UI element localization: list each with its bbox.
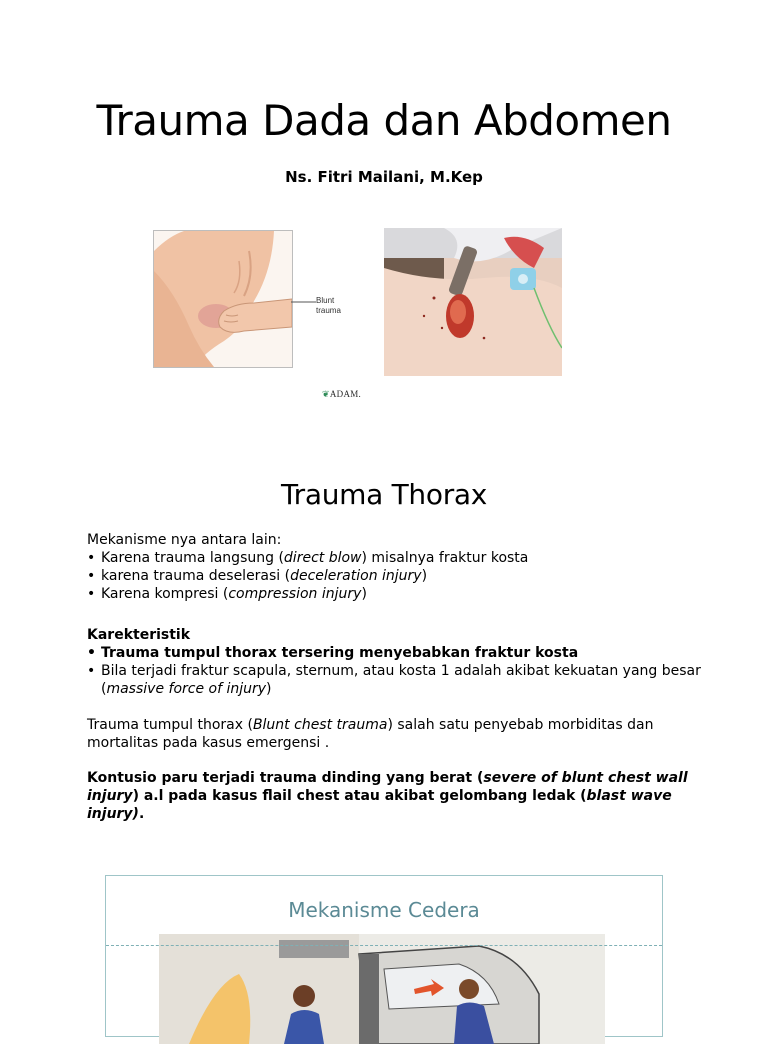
- characteristic-list: [87, 644, 727, 698]
- penetrating-wound-photo: [384, 228, 562, 376]
- wound-photo-drawing: [384, 228, 562, 376]
- mechanism-heading: Mekanisme nya antara lain:: [87, 532, 282, 548]
- injury-mechanism-illustration: [159, 934, 605, 1044]
- list-item: • Trauma tumpul thorax tersering menyebabkan fraktur kosta: [87, 644, 727, 662]
- list-item: • Bila terjadi fraktur scapula, sternum, atau kosta 1 adalah akibat kekuatan yang besar (massive force of injury): [87, 662, 727, 698]
- blunt-chest-paragraph: Trauma tumpul thorax (Blunt chest trauma) salah satu penyebab morbiditas dan mortalitas pada kasus emergensi .: [87, 717, 654, 751]
- mechanism-list: [87, 549, 727, 603]
- slide3-title: Mekanisme Cedera: [288, 898, 480, 922]
- contusion-paragraph: Kontusio paru terjadi trauma dinding yang berat (severe of blunt chest wall injury) a.l pada kasus flail chest atau akibat gelombang ledak (blast wave injury).: [87, 770, 688, 822]
- characteristic-section: [87, 626, 727, 698]
- blunt-trauma-illustration: [153, 230, 293, 368]
- slide1-author: Ns. Fitri Mailani, M.Kep: [285, 168, 483, 186]
- blunt-trauma-drawing: [154, 231, 292, 367]
- adam-logo-text: ADAM.: [329, 389, 362, 399]
- list-item: • Karena kompresi (compression injury): [87, 585, 727, 603]
- adam-logo-icon: ❦: [322, 389, 330, 399]
- mechanism-section: [87, 531, 727, 603]
- caption-leader-line: [291, 300, 317, 304]
- figure-caption: [316, 296, 341, 316]
- characteristic-heading: Karekteristik: [87, 627, 191, 643]
- slide1-title: Trauma Dada dan Abdomen: [96, 96, 672, 145]
- slide3-divider: [106, 945, 662, 946]
- slide2-title: Trauma Thorax: [280, 478, 488, 511]
- list-item: • karena trauma deselerasi (deceleration injury): [87, 567, 727, 585]
- figure-caption-line1: Blunt: [316, 296, 335, 305]
- list-item: • Karena trauma langsung (direct blow) misalnya fraktur kosta: [87, 549, 727, 567]
- car-crash-drawing: [159, 934, 605, 1044]
- figure-caption-line2: trauma: [316, 306, 341, 315]
- slide3-frame: [105, 875, 663, 1037]
- adam-logo: [322, 389, 361, 400]
